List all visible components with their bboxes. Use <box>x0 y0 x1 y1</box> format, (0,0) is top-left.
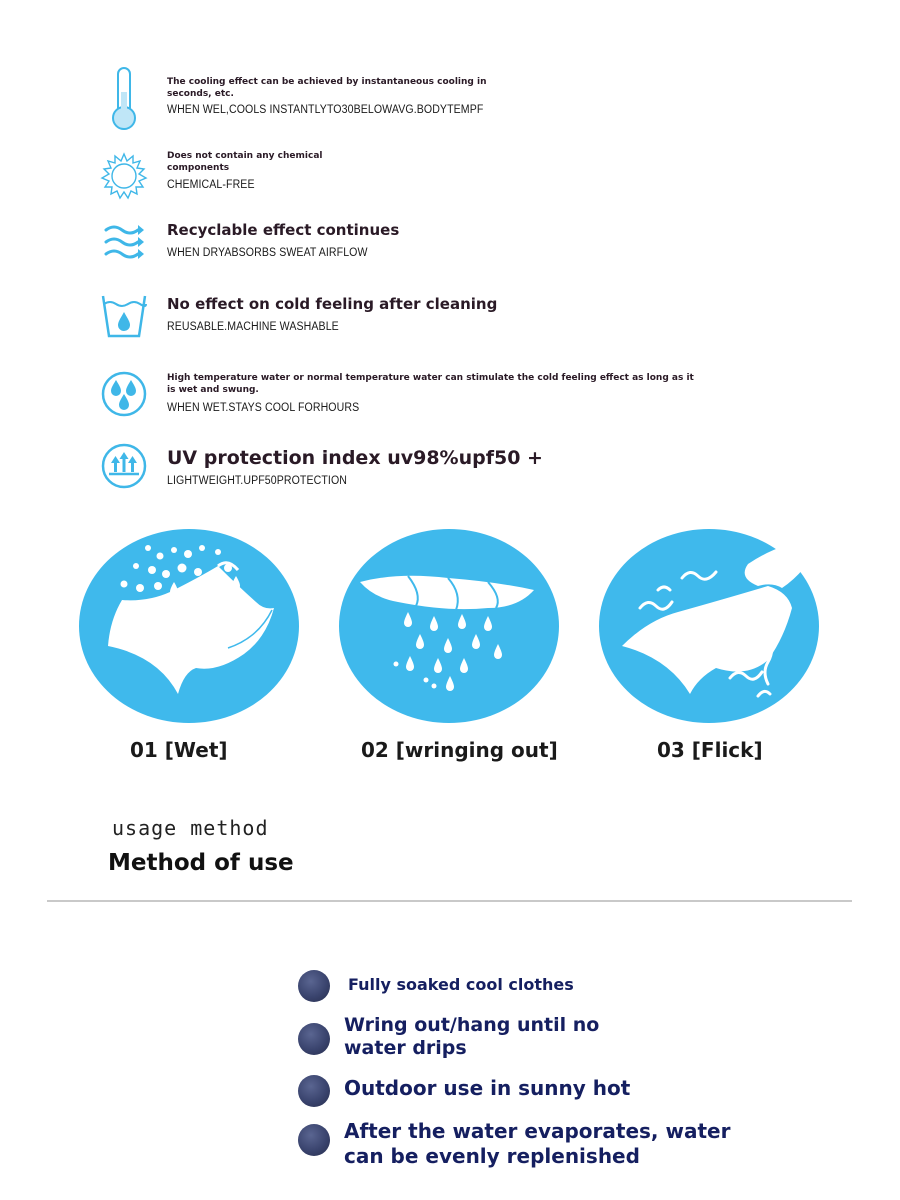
section-divider <box>47 900 852 902</box>
step-wet-illustration <box>78 528 300 724</box>
bullet-icon <box>298 1124 330 1156</box>
instruction-soak: Fully soaked cool clothes <box>348 975 574 994</box>
spiky-circle-icon <box>100 152 148 200</box>
thermometer-icon <box>100 66 148 114</box>
instruction-wring <box>344 1014 599 1060</box>
bullet-icon <box>298 1075 330 1107</box>
feature-subtitle: WHEN WEL,COOLS INSTANTLYTO30BELOWAVG.BODYTEMPF <box>167 104 484 116</box>
feature-subtitle: WHEN WET.STAYS COOL FORHOURS <box>167 402 360 414</box>
feature-description: No effect on cold feeling after cleaning <box>167 295 498 313</box>
step-flick-illustration <box>598 528 820 724</box>
airflow-waves-icon <box>102 220 150 268</box>
step-label-wringing: 02 [wringing out] <box>361 738 558 762</box>
instruction-replenish-line2: can be evenly replenished <box>344 1144 640 1168</box>
instruction-outdoor: Outdoor use in sunny hot <box>344 1076 631 1100</box>
bullet-icon <box>298 970 330 1002</box>
method-of-use-title: Method of use <box>108 850 294 876</box>
feature-subtitle: LIGHTWEIGHT.UPF50PROTECTION <box>167 475 348 487</box>
feature-subtitle: CHEMICAL-FREE <box>167 179 255 191</box>
water-drops-icon <box>100 370 148 418</box>
bullet-icon <box>298 1023 330 1055</box>
uv-protection-icon <box>100 442 148 490</box>
feature-description: Recyclable effect continues <box>167 221 400 239</box>
feature-subtitle: REUSABLE.MACHINE WASHABLE <box>167 321 339 333</box>
wash-basin-icon <box>100 292 148 340</box>
instruction-wring-line2: water drips <box>344 1037 467 1059</box>
feature-description: UV protection index uv98%upf50 + <box>167 447 543 469</box>
usage-method-label: usage method <box>112 816 269 840</box>
instruction-replenish-line1: After the water evaporates, water <box>344 1119 731 1143</box>
instruction-replenish <box>344 1119 730 1169</box>
feature-description: High temperature water or normal temperature water can stimulate the cold feeling effect as long as it is wet and swung. <box>167 373 694 395</box>
step-label-flick: 03 [Flick] <box>657 738 763 762</box>
feature-subtitle: WHEN DRYABSORBS SWEAT AIRFLOW <box>167 247 368 259</box>
step-wringing-illustration <box>338 528 560 724</box>
feature-description: Does not contain any chemical components <box>167 151 323 173</box>
feature-description: The cooling effect can be achieved by instantaneous cooling in seconds, etc. <box>167 77 487 99</box>
step-label-wet: 01 [Wet] <box>130 738 228 762</box>
instruction-wring-line1: Wring out/hang until no <box>344 1014 600 1036</box>
